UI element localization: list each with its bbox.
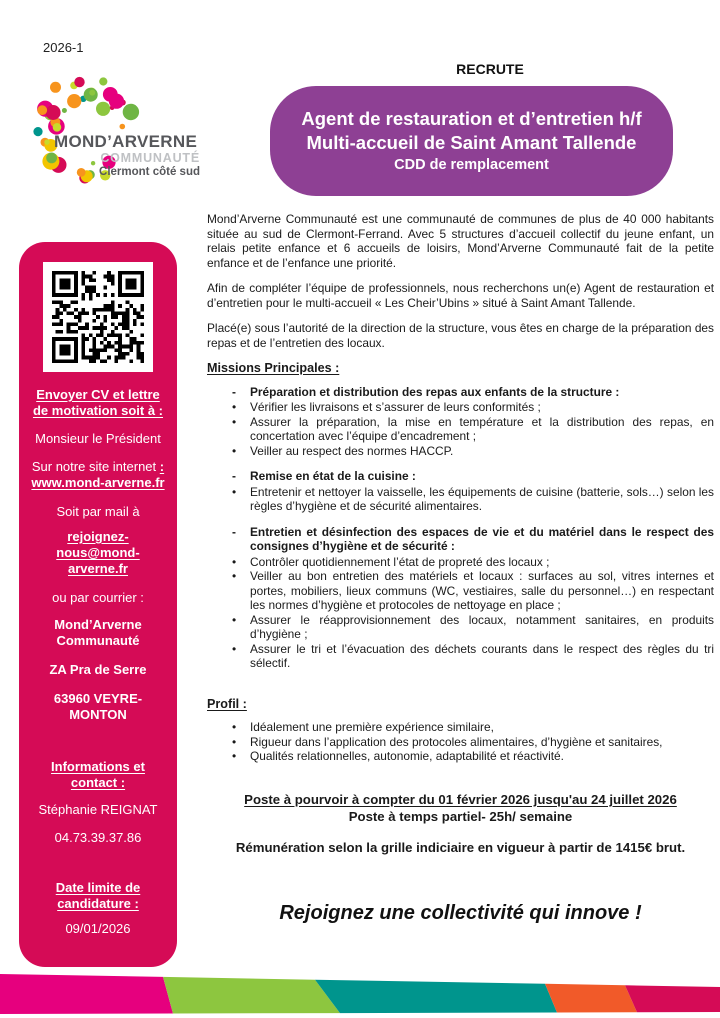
address-city: 63960 VEYRE-MONTON (53, 691, 143, 722)
bullet-marker: • (232, 414, 237, 429)
mission-group (207, 385, 714, 459)
intro-paragraphs (207, 212, 714, 350)
profil-item-text: Rigueur dans l’application des protocoles alimentaires, d’hygiène et sanitaires, (250, 734, 663, 749)
website-label: Sur notre site internet (31, 459, 157, 474)
logo-subtitle: COMMUNAUTÉ (100, 151, 200, 165)
mission-item (207, 555, 714, 570)
document-ref: 2026-1 (43, 40, 84, 55)
profil-heading: Profil : (207, 696, 247, 711)
mission-group-title-row (207, 385, 714, 400)
contact-phone: 04.73.39.37.86 (54, 830, 142, 845)
info-contact-heading: Informations et contact : (51, 759, 145, 790)
band-segment-magenta (0, 974, 173, 1014)
intro-paragraph: Mond’Arverne Communauté est une communauté de communes de plus de 40 000 habitants située au sud de Clermont-Ferrand. Avec 5 structures d’accueil collectif du jeune enfant, un relais petite enfance et 6 accueils de loisirs, Mond’Arverne Communauté fait de la petite enfance et de l’enfance une priorité. (207, 212, 714, 270)
mission-item-text: Veiller au respect des normes HACCP. (250, 443, 454, 458)
mission-item-text: Vérifier les livraisons et s’assurer de leurs conformités ; (250, 400, 541, 414)
mission-group (207, 525, 714, 671)
dash-marker: - (232, 524, 236, 539)
mission-item (207, 415, 714, 444)
deadline-heading: Date limite de candidature : (55, 880, 141, 911)
profil-item (207, 735, 714, 750)
band-segment-teal (315, 980, 557, 1013)
dash-marker: - (232, 469, 236, 483)
mission-item (207, 444, 714, 459)
band-segment-crimson (625, 985, 720, 1012)
poste-block (207, 793, 714, 856)
bullet-marker: • (232, 400, 237, 414)
bullet-marker: • (232, 734, 237, 749)
job-title-line2: Multi-accueil de Saint Amant Tallende (306, 131, 637, 153)
mission-item-text: Veiller au bon entretien des matériels et locaux : surfaces au sol, vitres internes et portes, mobiliers, lieux communs (WC, vestiaires, salle du personnel…) en respectant les normes d’hygiène et protocoles de nettoyage en place ; (250, 569, 714, 612)
intro-paragraph: Afin de compléter l’équipe de professionnels, nous recherchons un(e) Agent de restauration et d’entretien pour le multi-accueil « Les Cheir’Ubins » situé à Saint Amant Tallende. (207, 281, 714, 310)
mission-item-text: Assurer la préparation, la mise en température et la distribution des repas, en concertation avec l’équipe d’encadrement ; (250, 414, 714, 443)
footer-band (0, 970, 720, 1018)
profil-item-text: Idéalement une première expérience similaire, (250, 720, 494, 734)
contact-sidebar (19, 242, 177, 967)
org-name: Mond’Arverne Communauté (54, 617, 142, 648)
job-title-banner (270, 86, 673, 196)
mission-group-title: Entretien et désinfection des espaces de vie et du matériel dans le respect des consignes d’hygiène et de sécurité : (250, 524, 714, 553)
president-line: Monsieur le Président (35, 431, 161, 446)
mail-label: Soit par mail à (56, 504, 140, 519)
poste-dates-line: Poste à pourvoir à compter du 01 février 2026 jusqu'au 24 juillet 2026 (244, 792, 677, 807)
mission-items (207, 400, 714, 458)
mission-items (207, 555, 714, 671)
job-title-line1: Agent de restauration et d’entretien h/f (301, 107, 642, 129)
bullet-marker: • (232, 484, 237, 499)
address-za: ZA Pra de Serre (49, 662, 147, 677)
bullet-marker: • (232, 720, 237, 734)
mission-item-text: Assurer le tri et l’évacuation des déchets courants dans le respect des règles du tri sélectif. (250, 641, 714, 670)
bullet-marker: • (232, 749, 237, 763)
logo-name: MOND’ARVERNE (54, 132, 198, 151)
mission-item (207, 400, 714, 415)
mission-item-text: Entretenir et nettoyer la vaisselle, les équipements de cuisine (batterie, sols…) selon les règles d’hygiène et de sécurité alimentaires. (250, 484, 714, 513)
mission-group-title: Préparation et distribution des repas aux enfants de la structure : (250, 384, 620, 399)
email-link[interactable]: rejoignez-nous@mond-arverne.fr (56, 529, 140, 576)
band-segment-orange (545, 984, 637, 1013)
contact-name: Stéphanie REIGNAT (38, 802, 158, 817)
profil-item (207, 749, 714, 764)
website-line (19, 459, 177, 491)
mission-group (207, 469, 714, 514)
org-logo (28, 74, 213, 196)
intro-paragraph: Placé(e) sous l’autorité de la direction de la structure, vous êtes en charge de la préparation des repas et de l’entretien des locaux. (207, 321, 714, 350)
profil-item-text: Qualités relationnelles, autonomie, adaptabilité et réactivité. (250, 749, 564, 763)
poste-hours-line: Poste à temps partiel- 25h/ semaine (348, 808, 573, 824)
job-contract-type: CDD de remplacement (394, 156, 549, 173)
courier-label: ou par courrier : (52, 590, 144, 605)
mission-group-title-row (207, 525, 714, 554)
mission-group-title: Remise en état de la cuisine : (250, 469, 416, 483)
band-segment-green (163, 977, 340, 1014)
mission-item (207, 642, 714, 671)
mission-item (207, 613, 714, 642)
qr-code-icon (43, 262, 153, 372)
dash-marker: - (232, 384, 236, 399)
remuneration-line: Rémunération selon la grille indiciaire en vigueur à partir de 1415€ brut. (235, 840, 686, 855)
missions-list (207, 385, 714, 671)
logo-tagline: Clermont côté sud (99, 166, 200, 178)
mission-item (207, 485, 714, 514)
recrute-label: RECRUTE (456, 61, 524, 77)
send-cv-heading: Envoyer CV et lettre de motivation soit à : (32, 387, 163, 418)
main-content (207, 212, 714, 924)
bullet-marker: • (232, 612, 237, 627)
profil-list (207, 720, 714, 764)
mission-item (207, 569, 714, 613)
deadline-date: 09/01/2026 (65, 921, 131, 936)
profil-item (207, 720, 714, 735)
bullet-marker: • (232, 569, 237, 583)
missions-heading: Missions Principales : (207, 361, 340, 375)
mission-group-title-row (207, 469, 714, 484)
bullet-marker: • (232, 641, 237, 656)
mission-item-text: Assurer le réapprovisionnement des locaux, notamment sanitaires, en produits d’hygiène ; (250, 612, 714, 641)
website-link[interactable]: : www.mond-arverne.fr (31, 459, 165, 490)
bullet-marker: • (232, 443, 237, 458)
mission-item-text: Contrôler quotidiennement l’état de propreté des locaux ; (250, 554, 550, 569)
bullet-marker: • (232, 554, 237, 569)
mission-items (207, 485, 714, 514)
motto: Rejoignez une collectivité qui innove ! (279, 902, 642, 924)
